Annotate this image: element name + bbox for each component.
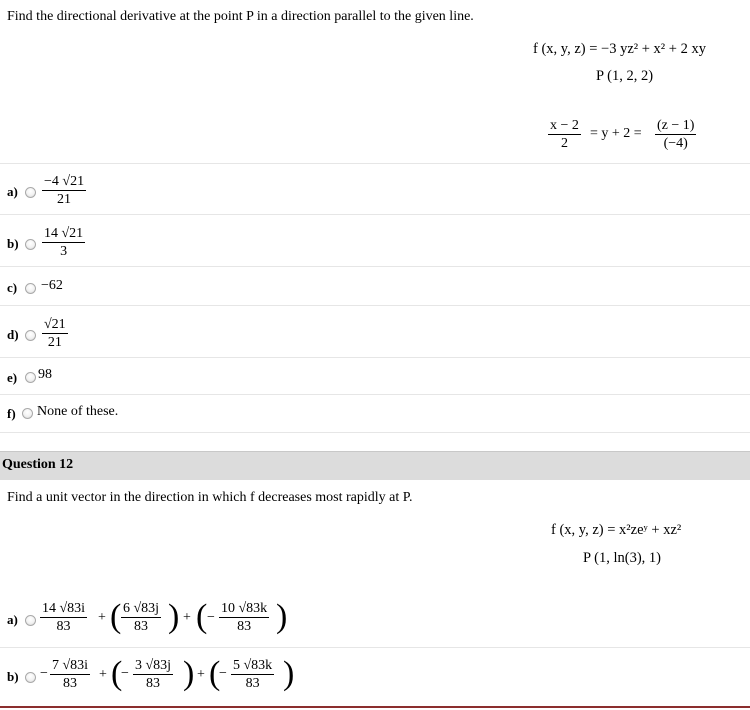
line-middle: = y + 2 = xyxy=(590,126,642,141)
term-j-fraction: $\frac{6 √83j}{83}$ xyxy=(123,601,160,634)
divider xyxy=(0,432,750,433)
radio-button[interactable] xyxy=(22,408,33,419)
right-paren: ) xyxy=(168,598,180,635)
right-paren: ) xyxy=(283,655,295,692)
right-paren: ) xyxy=(183,655,195,692)
option-letter: e) xyxy=(7,370,18,385)
option-fraction: $\frac{-4 √21}{21}$ xyxy=(44,174,85,207)
q11-function: f (x, y, z) = −3 yz² + x² + 2 xy xyxy=(533,41,706,57)
option-fraction: $\frac{14 √21}{3}$ xyxy=(44,226,84,259)
question-header xyxy=(0,451,750,480)
left-paren: ( xyxy=(110,598,122,635)
radio-button[interactable] xyxy=(25,672,36,683)
plus-operator: + xyxy=(99,667,107,682)
option-fraction: $\frac{√21}{21}$ xyxy=(44,317,66,350)
divider xyxy=(0,305,750,306)
plus-operator: + xyxy=(197,667,205,682)
q11-prompt: Find the directional derivative at the point P in a direction parallel to the given line. xyxy=(7,9,474,24)
minus-sign: − xyxy=(40,666,48,681)
q12-function: f (x, y, z) = x²zeʸ + xz² xyxy=(551,522,682,538)
plus-operator: + xyxy=(98,610,106,625)
left-paren: ( xyxy=(209,655,221,692)
option-letter: a) xyxy=(7,612,18,627)
minus-sign: − xyxy=(219,666,227,681)
divider xyxy=(0,163,750,164)
option-letter: f) xyxy=(7,406,16,421)
term-k-fraction: $\frac{10 √83k}{83}$ xyxy=(221,601,268,634)
q12-prompt: Find a unit vector in the direction in which f decreases most rapidly at P. xyxy=(7,490,413,505)
right-paren: ) xyxy=(276,598,288,635)
option-letter: b) xyxy=(7,669,19,684)
term-k-fraction: $\frac{5 √83k}{83}$ xyxy=(233,658,273,691)
radio-button[interactable] xyxy=(25,615,36,626)
radio-button[interactable] xyxy=(25,372,36,383)
term-j-fraction: $\frac{3 √83j}{83}$ xyxy=(135,658,172,691)
line-frac-2: $\frac{(z - 1)}{(-4)}$ xyxy=(657,118,695,151)
option-text: 98 xyxy=(38,367,52,382)
radio-button[interactable] xyxy=(25,283,36,294)
divider xyxy=(0,214,750,215)
left-paren: ( xyxy=(111,655,123,692)
q11-point: P (1, 2, 2) xyxy=(596,68,654,84)
line-frac-1: $\frac{x - 2}{2}$ xyxy=(550,118,579,151)
bottom-border xyxy=(0,706,750,708)
minus-sign: − xyxy=(207,610,215,625)
divider xyxy=(0,647,750,648)
option-text: None of these. xyxy=(37,404,119,419)
term-i-fraction: $\frac{7 √83i}{83}$ xyxy=(52,658,89,691)
question-title: Question 12 xyxy=(2,457,74,472)
minus-sign: − xyxy=(121,666,129,681)
divider xyxy=(0,394,750,395)
radio-button[interactable] xyxy=(25,330,36,341)
option-letter: c) xyxy=(7,280,18,295)
radio-button[interactable] xyxy=(25,239,36,250)
left-paren: ( xyxy=(196,598,208,635)
option-letter: b) xyxy=(7,236,19,251)
option-text: −62 xyxy=(41,278,63,293)
option-letter: d) xyxy=(7,327,19,342)
plus-operator: + xyxy=(183,610,191,625)
radio-button[interactable] xyxy=(25,187,36,198)
divider xyxy=(0,357,750,358)
term-i-fraction: $\frac{14 √83i}{83}$ xyxy=(42,601,86,634)
q12-point: P (1, ln(3), 1) xyxy=(583,550,661,566)
divider xyxy=(0,266,750,267)
option-letter: a) xyxy=(7,184,18,199)
